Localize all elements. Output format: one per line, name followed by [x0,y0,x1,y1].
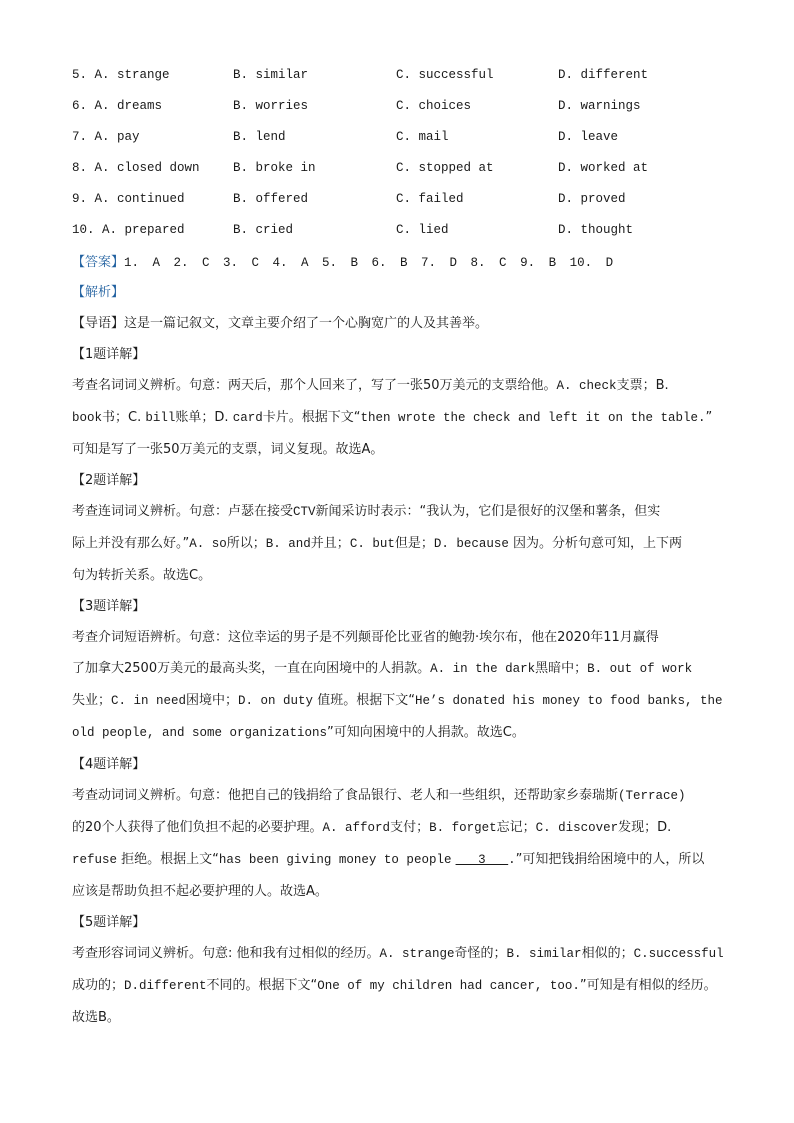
option-d: D. thought [558,223,634,237]
text: 考查名词词义辨析。句意：两天后，那个人回来了，写了一张50万美元的支票给他。 [72,378,557,393]
document-page [72,60,732,1033]
option-c: C. stopped at [396,161,494,175]
q2-line-1 [72,496,732,528]
text: 卡片。根据下文“ [262,410,361,425]
text: D.different [124,979,207,993]
option-d: D. worked at [558,161,649,175]
text: refuse [72,853,118,867]
q3-line-1: 考查介词短语辨析。句意：这位幸运的男子是不列颠哥伦比亚省的鲍勃·埃尔布，他在2020年11月赢得 [72,630,659,645]
option-c: C. failed [396,192,464,206]
text: 因为。分析句意可知，上下两 [513,536,683,551]
q3-heading: 【3题详解】 [72,599,146,614]
text: 所以； [226,536,266,551]
text: 失业； [72,693,112,708]
option-c: C. choices [396,99,472,113]
option-row-8 [72,153,732,184]
text: has been giving money to people [218,853,452,867]
text: 并且； [310,536,350,551]
text: B. and [265,537,311,551]
text: 考查动词词义辨析。句意：他把自己的钱捐给了食品银行、老人和一些组织，还帮助家乡泰瑞斯 [72,788,619,803]
option-row-10 [72,215,732,246]
q1-line-1 [72,370,732,402]
q5-line-1 [72,938,732,970]
option-d: D. warnings [558,99,641,113]
text: 支票；B. [616,378,669,393]
text: He’s donated his money to food banks, the [414,694,723,708]
text: ”可知把钱捐给困境中的人，所以 [515,852,705,867]
q3-line-4 [72,717,732,749]
text: C. but [349,537,395,551]
option-b: B. similar [233,68,309,82]
q3-line-3 [72,685,732,717]
text: 了加拿大2500万美元的最高头奖，一直在向困境中的人捐款。 [72,661,431,676]
text: . [508,853,516,867]
answer-tag: 【答案】 [72,255,125,270]
text: card [232,411,263,425]
options-block [72,60,732,246]
text: bill [145,411,176,425]
option-row-5 [72,60,732,91]
text: 黑暗中； [535,661,588,676]
text: One of my children had cancer, too. [317,979,580,993]
q1-line-3: 可知是写了一张50万美元的支票，词义复现。故选A。 [72,442,384,457]
option-c: C. successful [396,68,494,82]
text: D. on duty [238,694,314,708]
option-a: 5. A. strange [72,68,170,82]
option-c: C. mail [396,130,449,144]
text: B. similar [506,947,582,961]
text: D. because [433,537,509,551]
option-b: B. worries [233,99,309,113]
text: 支付； [390,820,430,835]
text: 的20个人获得了他们负担不起的必要护理。 [72,820,323,835]
text: 际上并没有那么好。” [72,536,190,551]
q5-heading: 【5题详解】 [72,915,146,930]
text: 困境中； [186,693,239,708]
text: CTV [293,505,316,519]
text: C. discover [535,821,619,835]
q5-line-2 [72,970,732,1002]
text: 新闻采访时表示：“我认为，它们是很好的汉堡和薯条，但实 [315,504,661,519]
text: book [72,411,103,425]
q4-line-3 [72,844,732,876]
q2-line-2 [72,528,732,560]
q2-heading: 【2题详解】 [72,473,146,488]
text: ”可知向困境中的人捐款。故选C。 [327,725,525,740]
q4-line-2 [72,812,732,844]
q4-line-4: 应该是帮助负担不起必要护理的人。故选A。 [72,884,328,899]
text: 不同的。根据下文“ [206,978,318,993]
text: B. out of work [587,662,693,676]
option-a: 10. A. prepared [72,223,185,237]
q2-line-3: 句为转折关系。故选C。 [72,568,212,583]
text: 相似的； [581,946,634,961]
option-row-9 [72,184,732,215]
blank-3: ___3___ [455,853,509,867]
option-a: 6. A. dreams [72,99,163,113]
analysis-tag: 【解析】 [72,285,125,300]
text: A. afford [322,821,391,835]
answer-text: 1. A 2. C 3. C 4. A 5. B 6. B 7. D 8. C 9. B 10. D [124,256,614,270]
text: C.successful [633,947,724,961]
q5-line-3: 故选B。 [72,1010,120,1025]
text: ”可知是有相似的经历。 [579,978,717,993]
option-b: B. offered [233,192,309,206]
q1-heading: 【1题详解】 [72,347,146,362]
text: 书；C. [102,410,142,425]
text: 拒绝。根据上文“ [121,852,219,867]
q1-line-2 [72,402,732,434]
text: 账单；D. [175,410,229,425]
q4-line-1 [72,780,732,812]
option-b: B. cried [233,223,294,237]
intro-line: 【导语】这是一篇记叙文，文章主要介绍了一个心胸宽广的人及其善举。 [72,316,489,331]
text: 发现；D. [618,820,672,835]
answer-line [72,246,732,277]
text: 忘记； [496,820,536,835]
option-c: C. lied [396,223,449,237]
option-d: D. proved [558,192,626,206]
text: C. in need [111,694,187,708]
text: then wrote the check and left it on the table. [360,411,706,425]
text: B. forget [429,821,497,835]
option-a: 9. A. continued [72,192,185,206]
q3-line-2 [72,653,732,685]
text: A. so [189,537,227,551]
text: (Terrace) [618,789,686,803]
text: 成功的； [72,978,125,993]
option-a: 8. A. closed down [72,161,200,175]
option-d: D. leave [558,130,619,144]
text: 值班。根据下文“ [317,693,415,708]
option-b: B. lend [233,130,286,144]
text: 考查形容词词义辨析。句意: 他和我有过相似的经历。 [72,946,380,961]
text: 但是； [394,536,434,551]
text: A. in the dark [430,662,536,676]
option-a: 7. A. pay [72,130,140,144]
text: old people, and some organizations [72,726,328,740]
text: 奇怪的； [454,946,507,961]
text: 考查连词词义辨析。句意：卢瑟在接受 [72,504,294,519]
option-row-7 [72,122,732,153]
option-b: B. broke in [233,161,316,175]
q4-heading: 【4题详解】 [72,757,146,772]
text: A. strange [379,947,455,961]
option-d: D. different [558,68,649,82]
option-row-6 [72,91,732,122]
text: ” [705,410,713,425]
text: A. check [556,379,617,393]
